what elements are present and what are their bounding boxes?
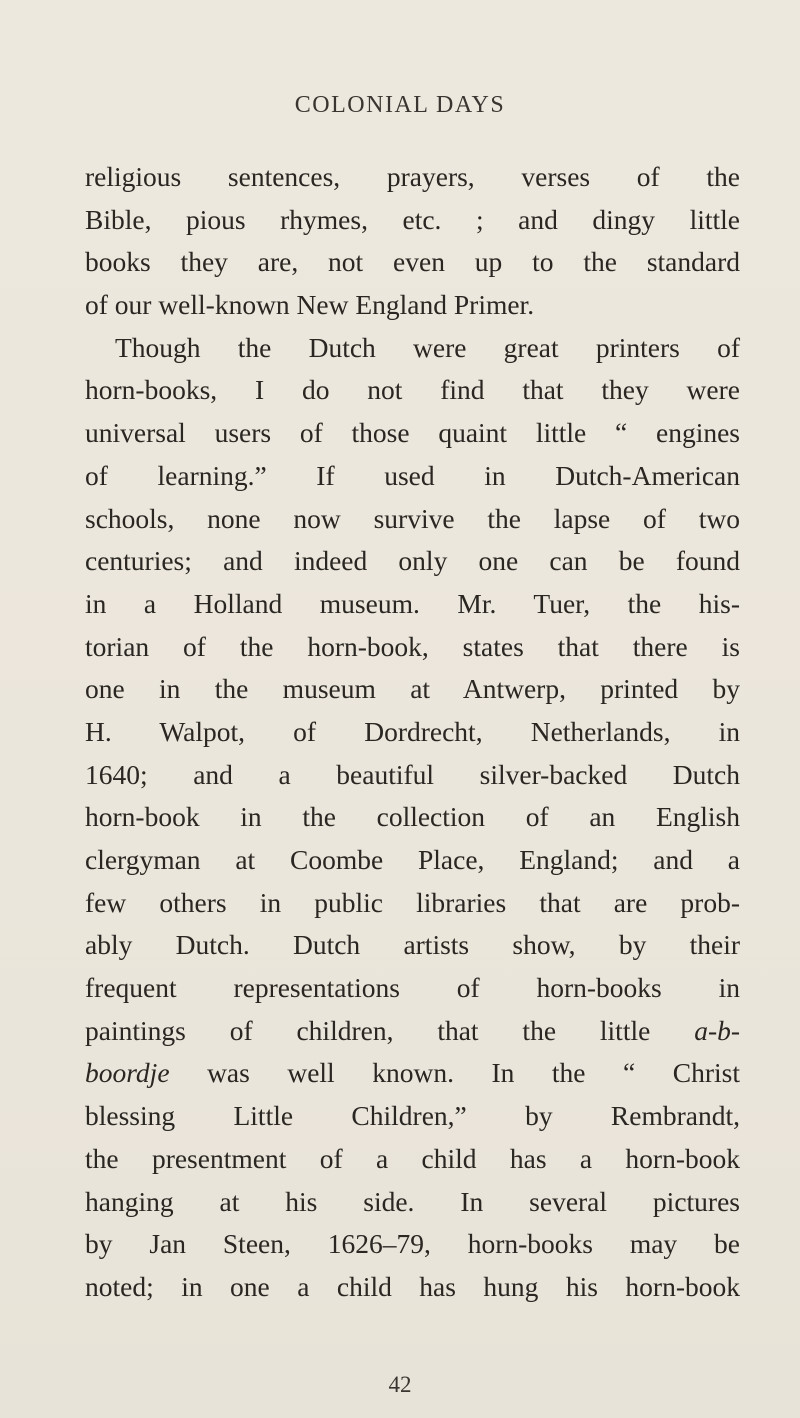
text-line-7: universal users of those quaint little “ engines (85, 417, 740, 449)
body-text (85, 156, 740, 1309)
running-head: COLONIAL DAYS (294, 92, 506, 118)
page-number: 42 (388, 1372, 412, 1397)
text-line-9: schools, none now survive the lapse of two (85, 502, 740, 534)
text-line-3: books they are, not even up to the standard (85, 246, 740, 278)
text-line-14: H. Walpot, of Dordrecht, Netherlands, in (85, 715, 740, 747)
text-line-26: by Jan Steen, 1626–79, horn-books may be (85, 1228, 740, 1260)
text-line-11: in a Holland museum. Mr. Tuer, the his- (85, 587, 740, 619)
text-line-21 (85, 1010, 740, 1053)
text-line-18: few others in public libraries that are prob- (85, 886, 740, 918)
text-line-22-roman: was well known. In the “ Christ (207, 1057, 741, 1089)
text-line-13: one in the museum at Antwerp, printed by (85, 673, 740, 705)
text-line-19: ably Dutch. Dutch artists show, by their (85, 929, 740, 961)
text-line-1: religious sentences, prayers, verses of the (85, 161, 740, 192)
italic-fragment-boordje: boordje (85, 1057, 170, 1089)
text-line-4: of our well-known New England Primer. (85, 289, 535, 321)
text-line-8: of learning.” If used in Dutch-American (85, 459, 740, 491)
text-line-24: the presentment of a child has a horn-book (85, 1142, 740, 1174)
text-line-22 (85, 1052, 740, 1095)
text-line-20: frequent representations of horn-books in (85, 972, 740, 1004)
text-line-12: torian of the horn-book, states that there is (85, 630, 740, 662)
text-line-25: hanging at his side. In several pictures (85, 1185, 740, 1217)
text-line-21-roman: paintings of children, that the little (85, 1014, 651, 1046)
text-line-16: horn-book in the collection of an English (85, 801, 740, 833)
text-line-15: 1640; and a beautiful silver-backed Dutch (85, 758, 740, 790)
italic-fragment-ab: a-b- (694, 1014, 741, 1046)
text-line-27: noted; in one a child has hung his horn-book (85, 1270, 740, 1302)
text-line-2: Bible, pious rhymes, etc. ; and dingy little (85, 203, 740, 235)
text-line-10: centuries; and indeed only one can be found (85, 545, 740, 577)
text-line-5: Though the Dutch were great printers of (115, 331, 740, 363)
text-line-6: horn-books, I do not find that they were (85, 374, 740, 406)
text-line-23: blessing Little Children,” by Rembrandt, (85, 1100, 740, 1132)
text-line-17: clergyman at Coombe Place, England; and a (85, 844, 740, 875)
